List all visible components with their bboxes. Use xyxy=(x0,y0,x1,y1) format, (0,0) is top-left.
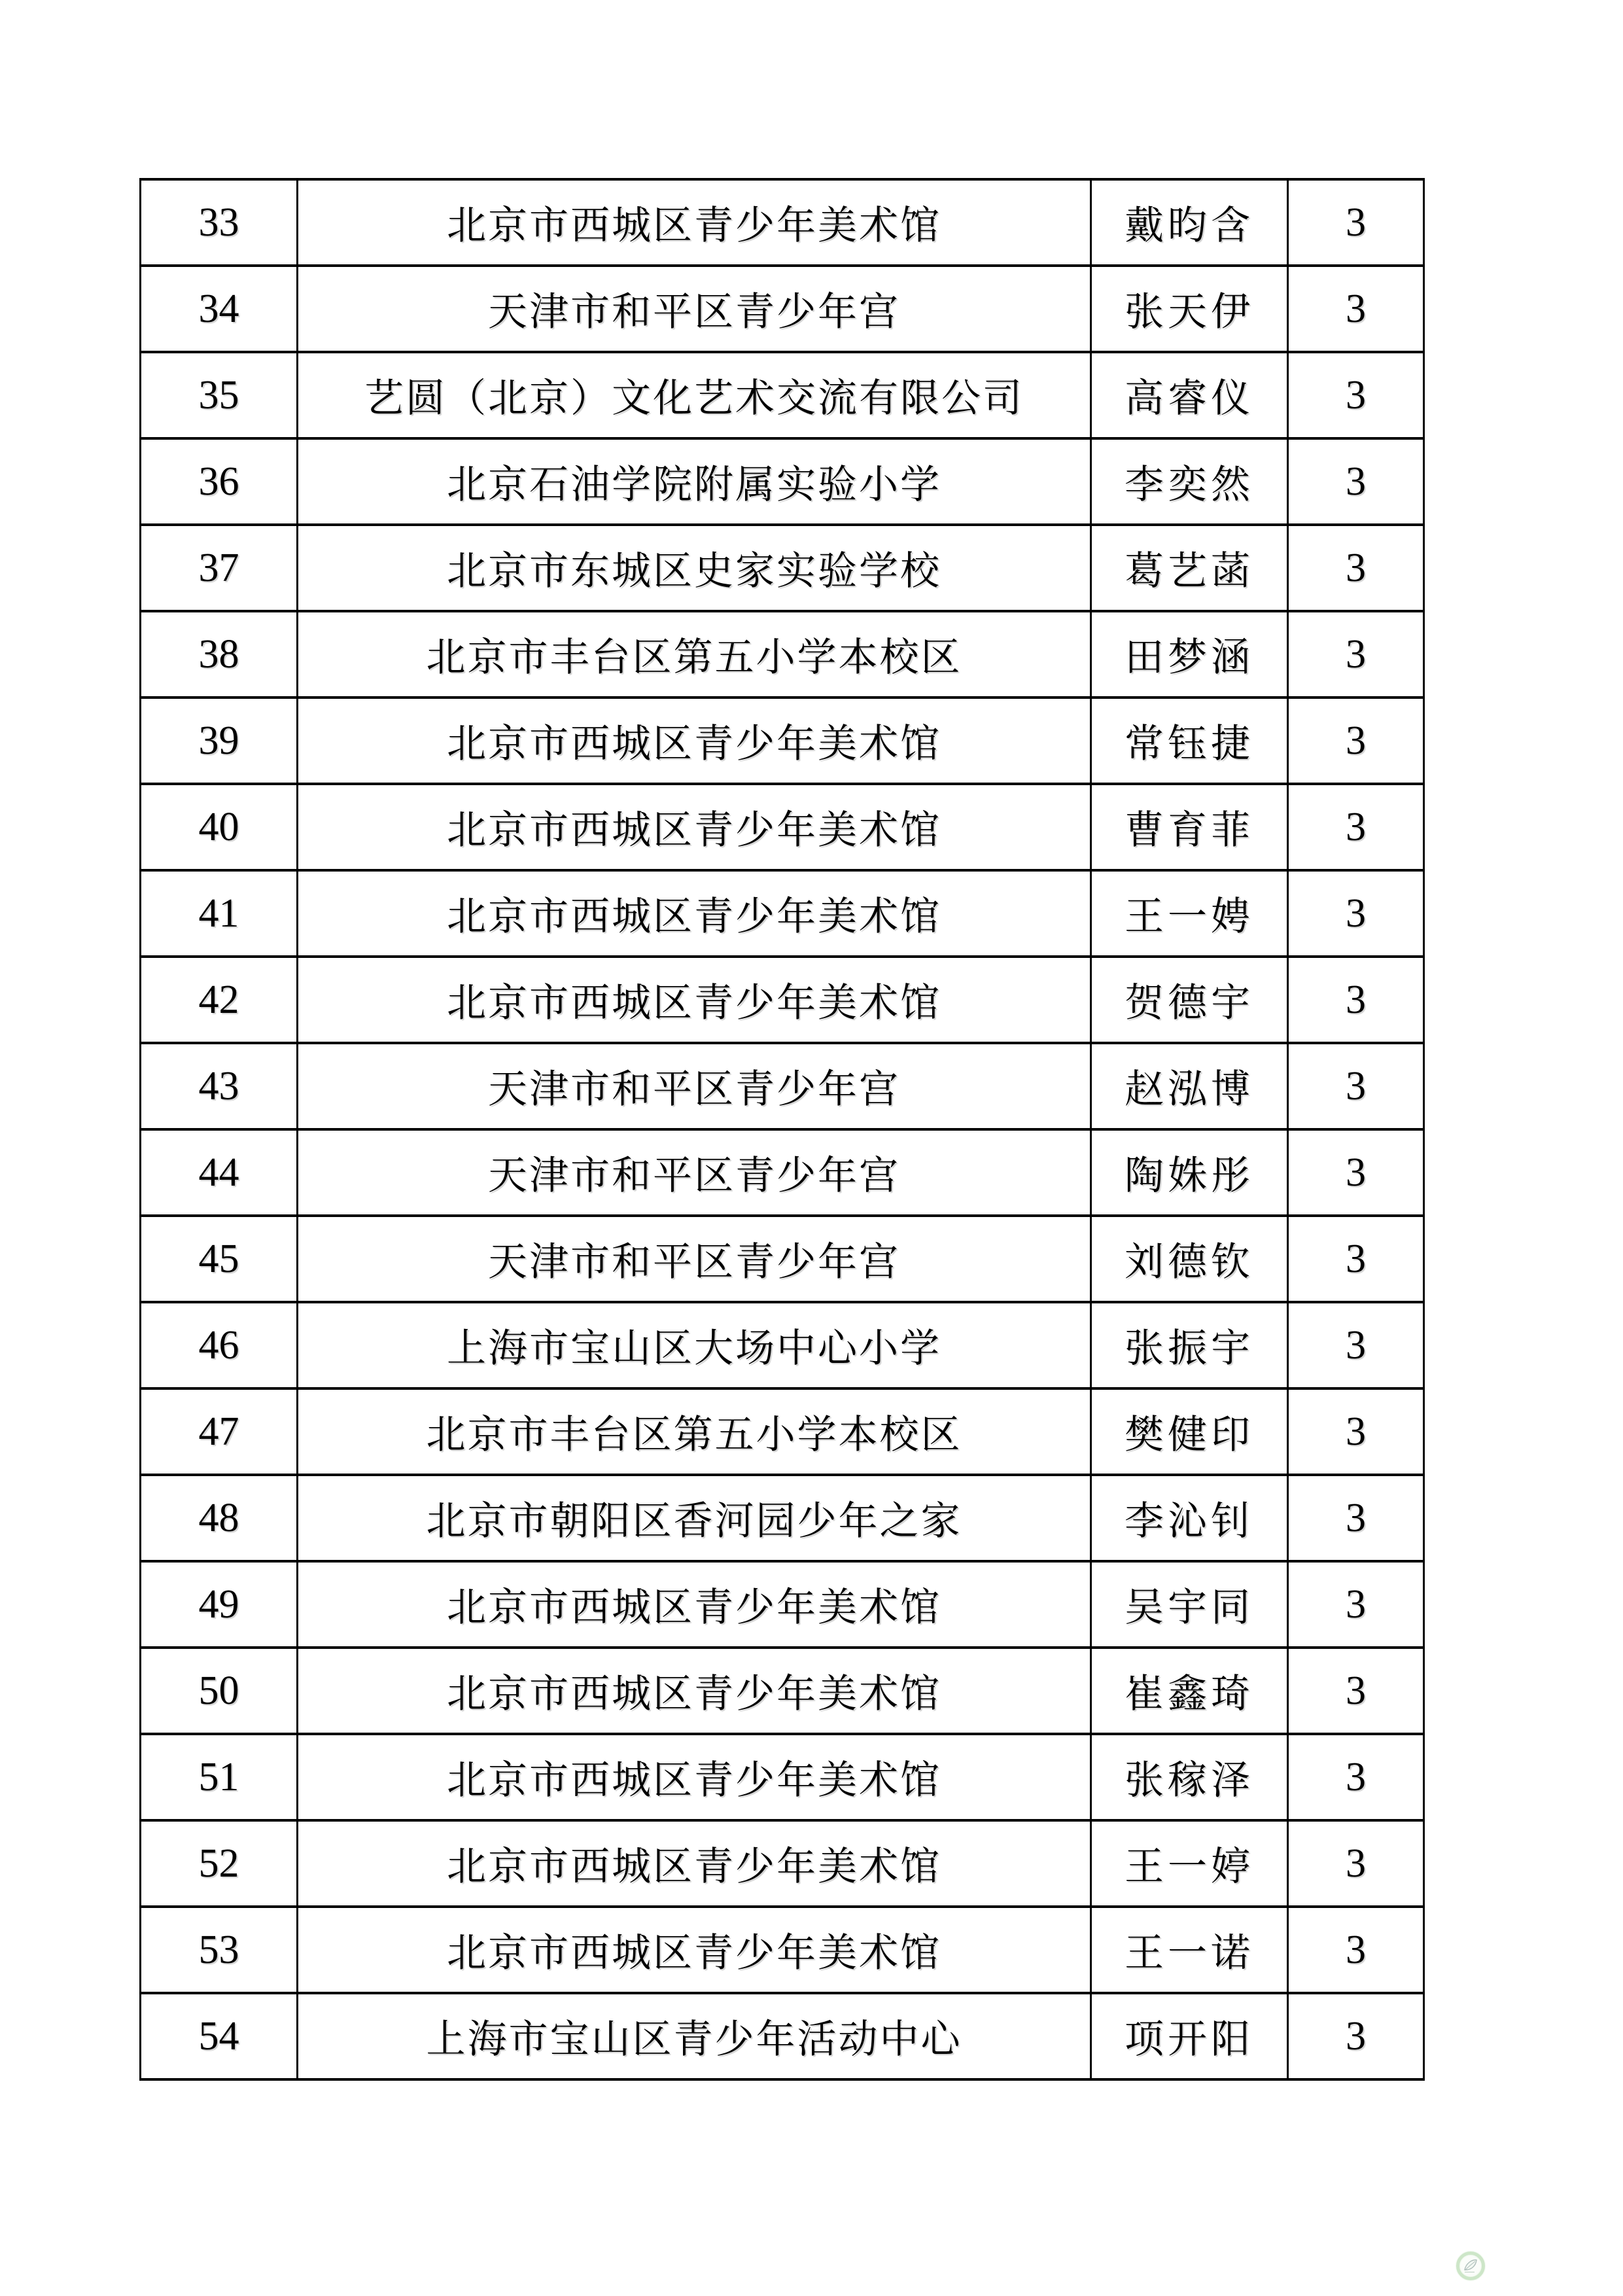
row-number-cell: 34 xyxy=(141,266,298,352)
table-row xyxy=(141,1734,1424,1820)
organization-cell: 北京市西城区青少年美术馆 xyxy=(298,784,1091,870)
leaf-icon xyxy=(1462,2257,1479,2274)
score-cell: 3 xyxy=(1288,1648,1424,1734)
student-name-cell: 张天伊 xyxy=(1091,266,1288,352)
organization-cell: 北京市西城区青少年美术馆 xyxy=(298,698,1091,784)
row-number-cell: 51 xyxy=(141,1734,298,1820)
table-row xyxy=(141,1216,1424,1302)
table-row xyxy=(141,525,1424,611)
row-number-cell: 40 xyxy=(141,784,298,870)
row-number-cell: 53 xyxy=(141,1907,298,1993)
organization-cell: 北京市东城区史家实验学校 xyxy=(298,525,1091,611)
score-cell: 3 xyxy=(1288,698,1424,784)
score-cell: 3 xyxy=(1288,1302,1424,1388)
table-row xyxy=(141,957,1424,1043)
award-table xyxy=(139,178,1425,2081)
organization-cell: 北京市西城区青少年美术馆 xyxy=(298,957,1091,1043)
leaf-stamp-watermark xyxy=(1456,2252,1485,2280)
score-cell: 3 xyxy=(1288,525,1424,611)
organization-cell: 北京市西城区青少年美术馆 xyxy=(298,870,1091,957)
student-name-cell: 赵泓博 xyxy=(1091,1043,1288,1129)
score-cell: 3 xyxy=(1288,438,1424,525)
organization-cell: 北京市西城区青少年美术馆 xyxy=(298,1561,1091,1648)
student-name-cell: 李沁钊 xyxy=(1091,1475,1288,1561)
row-number-cell: 42 xyxy=(141,957,298,1043)
score-cell: 3 xyxy=(1288,1734,1424,1820)
table-row xyxy=(141,1820,1424,1907)
organization-cell: 北京市丰台区第五小学本校区 xyxy=(298,1388,1091,1475)
student-name-cell: 李奕然 xyxy=(1091,438,1288,525)
score-cell: 3 xyxy=(1288,1129,1424,1216)
organization-cell: 上海市宝山区大场中心小学 xyxy=(298,1302,1091,1388)
row-number-cell: 38 xyxy=(141,611,298,698)
student-name-cell: 刘德钦 xyxy=(1091,1216,1288,1302)
organization-cell: 北京市西城区青少年美术馆 xyxy=(298,1820,1091,1907)
score-cell: 3 xyxy=(1288,1475,1424,1561)
organization-cell: 北京市西城区青少年美术馆 xyxy=(298,1734,1091,1820)
row-number-cell: 47 xyxy=(141,1388,298,1475)
score-cell: 3 xyxy=(1288,1820,1424,1907)
student-name-cell: 贺德宇 xyxy=(1091,957,1288,1043)
organization-cell: 北京市西城区青少年美术馆 xyxy=(298,1648,1091,1734)
organization-cell: 北京市丰台区第五小学本校区 xyxy=(298,611,1091,698)
student-name-cell: 崔鑫琦 xyxy=(1091,1648,1288,1734)
student-name-cell: 高睿仪 xyxy=(1091,352,1288,438)
student-name-cell: 吴宇同 xyxy=(1091,1561,1288,1648)
score-cell: 3 xyxy=(1288,784,1424,870)
score-cell: 3 xyxy=(1288,179,1424,266)
table-row xyxy=(141,438,1424,525)
student-name-cell: 项开阳 xyxy=(1091,1993,1288,2079)
score-cell: 3 xyxy=(1288,1907,1424,1993)
organization-cell: 艺圆（北京）文化艺术交流有限公司 xyxy=(298,352,1091,438)
table-row xyxy=(141,698,1424,784)
row-number-cell: 43 xyxy=(141,1043,298,1129)
row-number-cell: 45 xyxy=(141,1216,298,1302)
row-number-cell: 50 xyxy=(141,1648,298,1734)
table-row xyxy=(141,870,1424,957)
table-row xyxy=(141,1302,1424,1388)
table-row xyxy=(141,611,1424,698)
student-name-cell: 曹育菲 xyxy=(1091,784,1288,870)
organization-cell: 天津市和平区青少年宫 xyxy=(298,1216,1091,1302)
table-row xyxy=(141,1129,1424,1216)
student-name-cell: 葛艺菡 xyxy=(1091,525,1288,611)
organization-cell: 天津市和平区青少年宫 xyxy=(298,1043,1091,1129)
student-name-cell: 张振宇 xyxy=(1091,1302,1288,1388)
row-number-cell: 33 xyxy=(141,179,298,266)
organization-cell: 北京石油学院附属实验小学 xyxy=(298,438,1091,525)
row-number-cell: 52 xyxy=(141,1820,298,1907)
score-cell: 3 xyxy=(1288,1216,1424,1302)
score-cell: 3 xyxy=(1288,957,1424,1043)
row-number-cell: 54 xyxy=(141,1993,298,2079)
student-name-cell: 樊健印 xyxy=(1091,1388,1288,1475)
table-row xyxy=(141,266,1424,352)
table-row xyxy=(141,1648,1424,1734)
row-number-cell: 36 xyxy=(141,438,298,525)
score-cell: 3 xyxy=(1288,1561,1424,1648)
table-row xyxy=(141,1993,1424,2079)
table-row xyxy=(141,1388,1424,1475)
row-number-cell: 37 xyxy=(141,525,298,611)
table-row xyxy=(141,1907,1424,1993)
row-number-cell: 35 xyxy=(141,352,298,438)
score-cell: 3 xyxy=(1288,1388,1424,1475)
table-row xyxy=(141,1561,1424,1648)
student-name-cell: 常钰捷 xyxy=(1091,698,1288,784)
student-name-cell: 王一娉 xyxy=(1091,870,1288,957)
student-name-cell: 陶姝彤 xyxy=(1091,1129,1288,1216)
organization-cell: 天津市和平区青少年宫 xyxy=(298,1129,1091,1216)
table-row xyxy=(141,179,1424,266)
score-cell: 3 xyxy=(1288,1993,1424,2079)
student-name-cell: 王一婷 xyxy=(1091,1820,1288,1907)
score-cell: 3 xyxy=(1288,1043,1424,1129)
score-cell: 3 xyxy=(1288,266,1424,352)
row-number-cell: 49 xyxy=(141,1561,298,1648)
table-row xyxy=(141,1475,1424,1561)
organization-cell: 上海市宝山区青少年活动中心 xyxy=(298,1993,1091,2079)
row-number-cell: 46 xyxy=(141,1302,298,1388)
score-cell: 3 xyxy=(1288,352,1424,438)
organization-cell: 天津市和平区青少年宫 xyxy=(298,266,1091,352)
row-number-cell: 41 xyxy=(141,870,298,957)
organization-cell: 北京市朝阳区香河园少年之家 xyxy=(298,1475,1091,1561)
award-table-body xyxy=(141,179,1424,2079)
score-cell: 3 xyxy=(1288,611,1424,698)
row-number-cell: 39 xyxy=(141,698,298,784)
student-name-cell: 田梦涵 xyxy=(1091,611,1288,698)
score-cell: 3 xyxy=(1288,870,1424,957)
table-row xyxy=(141,352,1424,438)
organization-cell: 北京市西城区青少年美术馆 xyxy=(298,1907,1091,1993)
organization-cell: 北京市西城区青少年美术馆 xyxy=(298,179,1091,266)
row-number-cell: 44 xyxy=(141,1129,298,1216)
student-name-cell: 王一诺 xyxy=(1091,1907,1288,1993)
row-number-cell: 48 xyxy=(141,1475,298,1561)
student-name-cell: 张稼泽 xyxy=(1091,1734,1288,1820)
student-name-cell: 戴昀含 xyxy=(1091,179,1288,266)
table-row xyxy=(141,784,1424,870)
table-row xyxy=(141,1043,1424,1129)
